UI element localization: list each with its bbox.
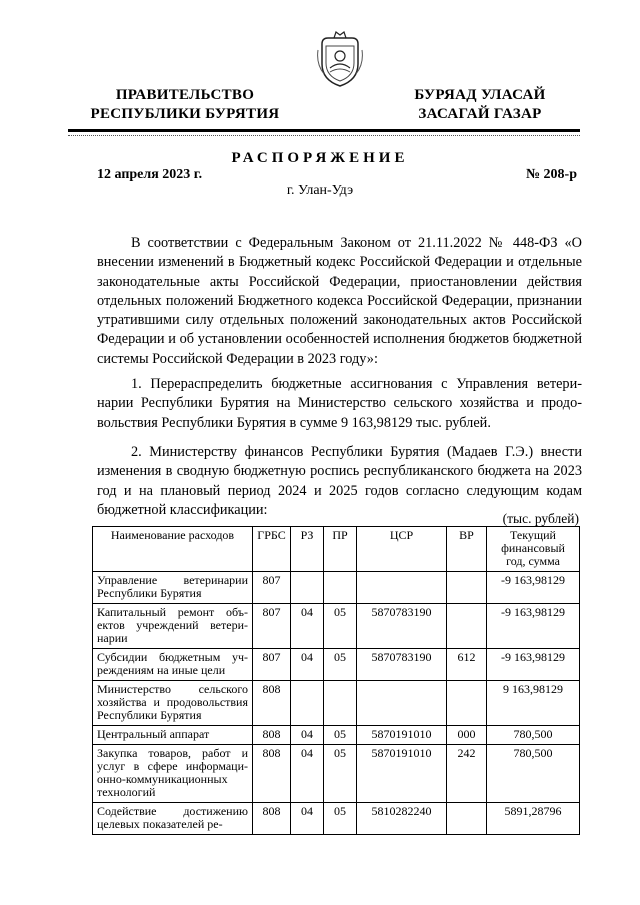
expense-name-cell: Капитальный ремонт объектов учреждений ветеринарии — [93, 604, 253, 649]
document-date: 12 апреля 2023 г. — [97, 167, 203, 182]
table-row — [93, 803, 580, 835]
document-number: № 208-р — [525, 167, 577, 182]
grbs-cell: 808 — [253, 726, 291, 745]
header-cell: ГРБС — [253, 527, 291, 572]
amount-cell: 5891,28796 — [487, 803, 580, 835]
grbs-cell: 807 — [253, 604, 291, 649]
table-row — [93, 745, 580, 803]
pr-cell: 05 — [324, 726, 357, 745]
header-divider — [68, 129, 580, 132]
expense-name-cell: Субсидии бюджетным учреждениям на иные цели — [93, 649, 253, 681]
expense-name-cell: Управление ветеринарии Республики Бурятия — [93, 572, 253, 604]
grbs-cell: 807 — [253, 649, 291, 681]
expense-name-cell: Содействие достижению целевых показателей ре- — [93, 803, 253, 835]
document-title: РАСПОРЯЖЕНИЕ — [231, 150, 409, 166]
table-row — [93, 726, 580, 745]
csr-cell: 5870783190 — [357, 604, 447, 649]
header-left — [80, 86, 290, 124]
header-cell: ПР — [324, 527, 357, 572]
header-right — [405, 86, 555, 124]
header-right-line2: ЗАСАГАЙ ГАЗАР — [418, 106, 542, 122]
pr-cell: 05 — [324, 649, 357, 681]
csr-cell: 5870191010 — [357, 745, 447, 803]
rz-cell — [291, 572, 324, 604]
csr-cell: 5870191010 — [357, 726, 447, 745]
rz-cell: 04 — [291, 604, 324, 649]
grbs-cell: 808 — [253, 681, 291, 726]
header-cell: РЗ — [291, 527, 324, 572]
vr-cell — [447, 604, 487, 649]
header-left-line1: ПРАВИТЕЛЬСТВО — [115, 87, 255, 103]
expense-name-cell: Закупка товаров, работ и услуг в сфере информационно-коммуникационных технологий — [93, 745, 253, 803]
pr-cell: 05 — [324, 745, 357, 803]
grbs-cell: 808 — [253, 803, 291, 835]
vr-cell — [447, 572, 487, 604]
item-2-paragraph: 2. Министерству финансов Республики Бурятия (Мадаев Г.Э.) внести изменения в сводную бюджетную роспись республиканского бюджета на 2023 год и на плановый период 2024 и 2025 годов согласно следующим кодам бюджетной классификации: — [97, 444, 582, 518]
vr-cell — [447, 803, 487, 835]
header-cell: ВР — [447, 527, 487, 572]
pr-cell — [324, 681, 357, 726]
amount-cell: 780,500 — [487, 726, 580, 745]
vr-cell: 242 — [447, 745, 487, 803]
header-cell: ЦСР — [357, 527, 447, 572]
document-city: г. Улан-Удэ — [286, 183, 354, 198]
amount-cell: -9 163,98129 — [487, 604, 580, 649]
rz-cell: 04 — [291, 803, 324, 835]
grbs-cell: 808 — [253, 745, 291, 803]
units-label: (тыс. рублей) — [502, 511, 579, 526]
vr-cell — [447, 681, 487, 726]
table-header-row — [93, 527, 580, 572]
vr-cell: 612 — [447, 649, 487, 681]
expense-name-cell: Центральный аппарат — [93, 726, 253, 745]
preamble-paragraph: В соответствии с Федеральным Законом от 21.11.2022 № 448-ФЗ «О внесении изменений в Бюджетный кодекс Российской Федерации и отдельные законодательные акты Российской Федерации, приостановлении действия отдельных положений Бюджетного кодекса Российской Федерации, признании утратившими силу отдельных положений законодательных актов Российской Федерации и об установлении особенностей исполнения бюджетов бюджетной системы Российской Федерации в 2023 году»: — [97, 235, 582, 367]
csr-cell — [357, 572, 447, 604]
csr-cell: 5870783190 — [357, 649, 447, 681]
item-1-paragraph: 1. Перераспределить бюджетные ассигнования с Управления ветеринарии Республики Бурятия на Министерство сельского хозяйства и продовольствия Республики Бурятия в сумме 9 163,98129 тыс. рублей. — [97, 376, 582, 431]
vr-cell: 000 — [447, 726, 487, 745]
header-cell: Текущий финансовый год, сумма — [487, 527, 580, 572]
table-row — [93, 604, 580, 649]
rz-cell: 04 — [291, 726, 324, 745]
table-row — [93, 681, 580, 726]
rz-cell: 04 — [291, 649, 324, 681]
amount-cell: 780,500 — [487, 745, 580, 803]
grbs-cell: 807 — [253, 572, 291, 604]
table-row — [93, 649, 580, 681]
header-right-line1: БУРЯАД УЛАСАЙ — [414, 87, 546, 103]
budget-table — [92, 526, 580, 835]
pr-cell — [324, 572, 357, 604]
table-row — [93, 572, 580, 604]
coat-of-arms-icon — [316, 30, 364, 88]
amount-cell: -9 163,98129 — [487, 649, 580, 681]
header-cell: Наименование расходов — [93, 527, 253, 572]
pr-cell: 05 — [324, 803, 357, 835]
csr-cell: 5810282240 — [357, 803, 447, 835]
rz-cell — [291, 681, 324, 726]
header-left-line2: РЕСПУБЛИКИ БУРЯТИЯ — [90, 106, 280, 122]
expense-name-cell: Министерство сельского хозяйства и продовольствия Республики Бурятия — [93, 681, 253, 726]
amount-cell: -9 163,98129 — [487, 572, 580, 604]
amount-cell: 9 163,98129 — [487, 681, 580, 726]
rz-cell: 04 — [291, 745, 324, 803]
header-dotted-divider — [68, 135, 580, 136]
pr-cell: 05 — [324, 604, 357, 649]
csr-cell — [357, 681, 447, 726]
